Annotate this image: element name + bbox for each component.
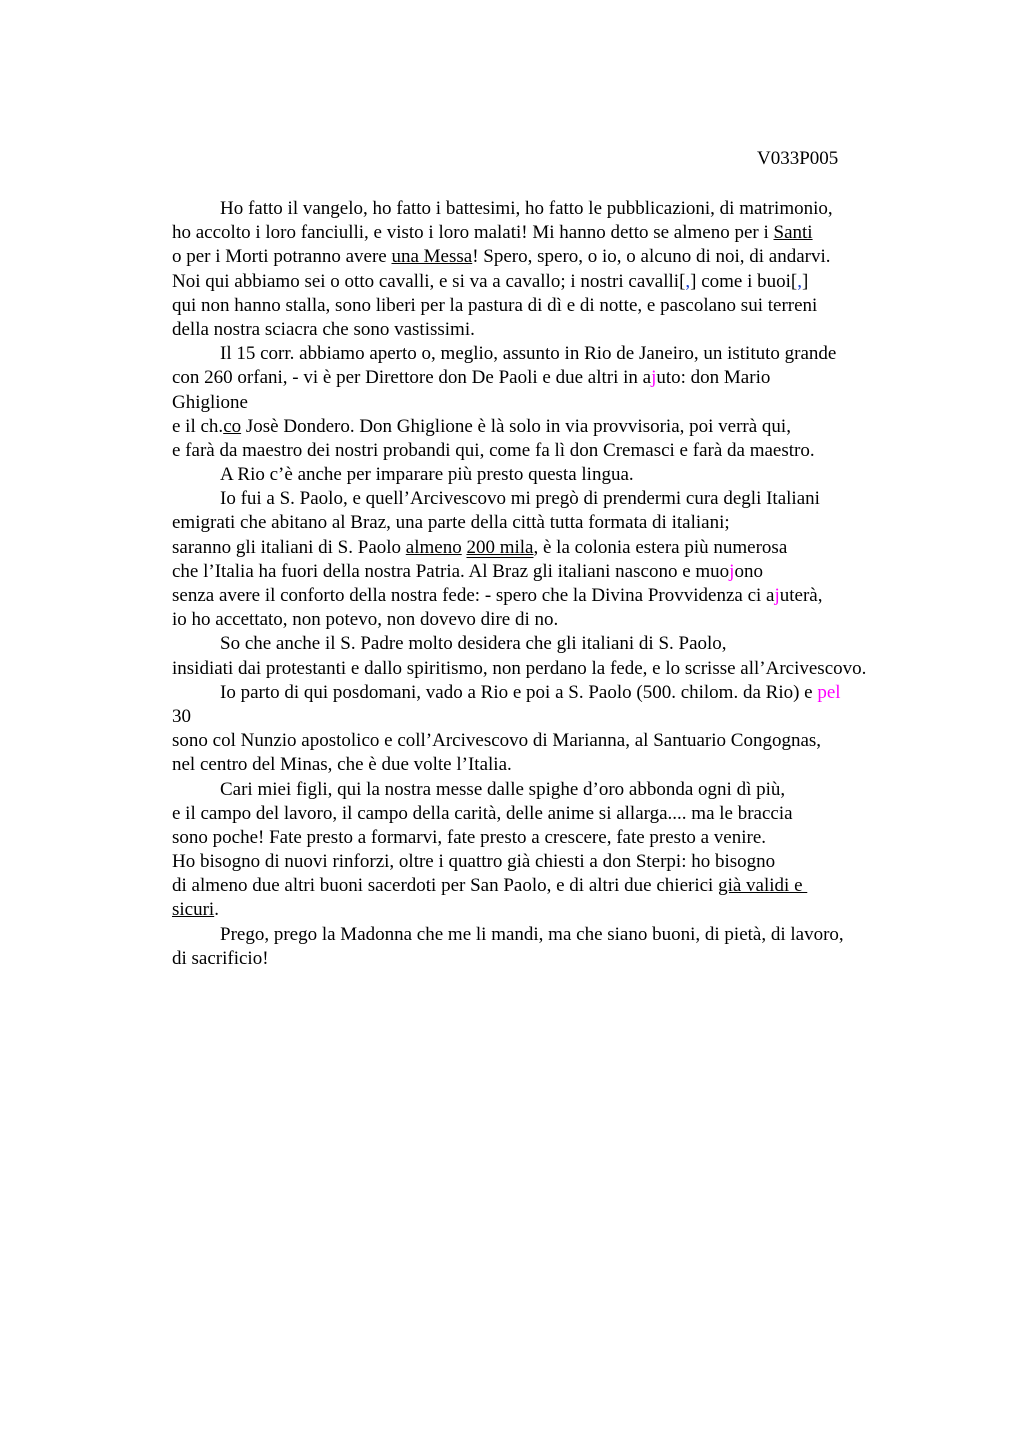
text-line: e il ch.co Josè Dondero. Don Ghiglione è là solo in via provvisoria, poi verrà qui, xyxy=(172,415,791,437)
text-line: So che anche il S. Padre molto desidera che gli italiani di S. Paolo, xyxy=(220,633,727,655)
letter-body xyxy=(172,197,992,971)
editorial-insertion: , xyxy=(797,270,802,292)
double-underlined-text: 200 mila xyxy=(466,536,534,558)
editorial-insertion: , xyxy=(685,270,691,292)
text-line: saranno gli italiani di S. Paolo almeno 200 mila, è la colonia estera più numerosa xyxy=(172,536,788,558)
text-line: di sacrificio! xyxy=(172,947,269,969)
text-line: ho accolto i loro fanciulli, e visto i loro malati! Mi hanno detto se almeno per i Santi xyxy=(172,222,813,244)
text-line: Ghiglione xyxy=(172,391,248,413)
text-line: emigrati che abitano al Braz, una parte della città tutta formata di italiani; xyxy=(172,512,730,534)
text-line: e il campo del lavoro, il campo della carità, delle anime si allarga.... ma le braccia xyxy=(172,802,793,824)
underlined-text: co xyxy=(223,415,242,437)
underlined-text: sicuri xyxy=(172,899,215,921)
text-line: Cari miei figli, qui la nostra messe dalle spighe d’oro abbonda ogni dì più, xyxy=(220,778,786,800)
text-line: senza avere il conforto della nostra fede: - spero che la Divina Provvidenza ci ajuterà, xyxy=(172,585,823,606)
text-line: Io parto di qui posdomani, vado a Rio e poi a S. Paolo (500. chilom. da Rio) e pel xyxy=(220,681,841,703)
text-line: insidiati dai protestanti e dallo spiritismo, non perdano la fede, e lo scrisse all’Arcivescovo. xyxy=(172,657,867,679)
text-line: Ho bisogno di nuovi rinforzi, oltre i quattro già chiesti a don Sterpi: ho bisogno xyxy=(172,851,776,873)
underlined-text: Santi xyxy=(773,222,813,244)
text-line: e farà da maestro dei nostri probandi qui, come fa lì don Cremasci e farà da maestro. xyxy=(172,439,815,461)
annotated-word: pel xyxy=(817,681,841,703)
text-line: della nostra sciacra che sono vastissimi. xyxy=(172,318,475,340)
text-line: Io fui a S. Paolo, e quell’Arcivescovo mi pregò di prendermi cura degli Italiani xyxy=(220,488,820,510)
text-line: Ho fatto il vangelo, ho fatto i battesimi, ho fatto le pubblicazioni, di matrimonio, xyxy=(220,198,833,219)
text-line: o per i Morti potranno avere una Messa! Spero, spero, o io, o alcuno di noi, di andarvi. xyxy=(172,246,831,268)
annotated-letter: j xyxy=(774,585,780,606)
text-line: che l’Italia ha fuori della nostra Patria. Al Braz gli italiani nascono e muojono xyxy=(172,560,763,582)
text-line: qui non hanno stalla, sono liberi per la pastura di dì e di notte, e pascolano sui terreni xyxy=(172,294,818,316)
text-line: Noi qui abbiamo sei o otto cavalli, e si va a cavallo; i nostri cavalli[,] come i buoi[,] xyxy=(172,270,809,292)
text-line: di almeno due altri buoni sacerdoti per San Paolo, e di altri due chierici già validi e xyxy=(172,875,808,897)
underlined-text: già validi e xyxy=(718,875,808,897)
text-line: nel centro del Minas, che è due volte l’Italia. xyxy=(172,754,512,776)
annotated-letter: j xyxy=(729,560,735,582)
text-line: sono poche! Fate presto a formarvi, fate presto a crescere, fate presto a venire. xyxy=(172,826,767,848)
text-line: sono col Nunzio apostolico e coll’Arcivescovo di Marianna, al Santuario Congognas, xyxy=(172,730,822,752)
text-line: A Rio c’è anche per imparare più presto questa lingua. xyxy=(220,464,634,486)
annotated-letter: j xyxy=(651,367,657,389)
text-line: Prego, prego la Madonna che me li mandi, ma che siano buoni, di pietà, di lavoro, xyxy=(220,923,844,945)
text-line: sicuri. xyxy=(172,899,219,921)
text-line: Il 15 corr. abbiamo aperto o, meglio, assunto in Rio de Janeiro, un istituto grande xyxy=(220,343,837,365)
page-id: V033P005 xyxy=(757,148,839,169)
underlined-text: almeno xyxy=(405,536,462,558)
text-line: con 260 orfani, - vi è per Direttore don De Paoli e due altri in ajuto: don Mario xyxy=(172,367,771,389)
text-line: 30 xyxy=(172,705,191,727)
text-line: io ho accettato, non potevo, non dovevo dire di no. xyxy=(172,609,559,631)
underlined-text: una Messa xyxy=(391,246,473,268)
